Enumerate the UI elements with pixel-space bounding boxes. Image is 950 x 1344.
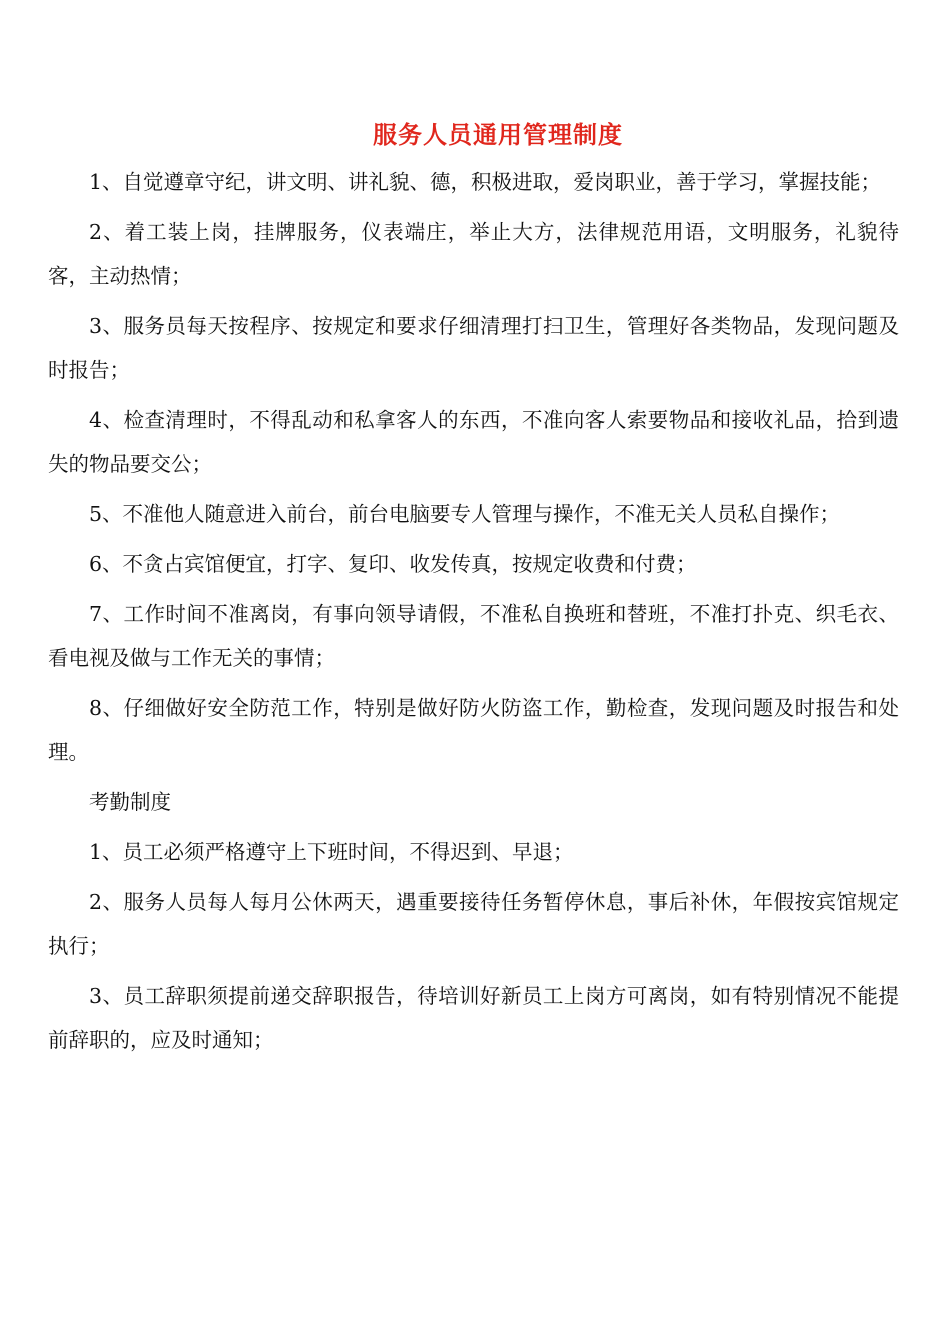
rule-paragraph: 7、工作时间不准离岗，有事向领导请假，不准私自换班和替班，不准打扑克、织毛衣、看电视及做与工作无关的事情； xyxy=(48,602,899,670)
rule-paragraph: 5、不准他人随意进入前台，前台电脑要专人管理与操作，不准无关人员私自操作； xyxy=(89,502,841,526)
document-body xyxy=(48,160,899,1068)
rule-paragraph: 1、自觉遵章守纪，讲文明、讲礼貌、德，积极进取，爱岗职业，善于学习，掌握技能； xyxy=(89,170,882,194)
attendance-paragraph: 3、员工辞职须提前递交辞职报告，待培训好新员工上岗方可离岗，如有特别情况不能提前辞职的，应及时通知； xyxy=(48,984,899,1052)
rule-paragraph: 6、不贪占宾馆便宜，打字、复印、收发传真，按规定收费和付费； xyxy=(89,552,697,576)
attendance-paragraph: 1、员工必须严格遵守上下班时间，不得迟到、早退； xyxy=(89,840,574,864)
attendance-section-heading: 考勤制度 xyxy=(89,790,171,814)
rule-paragraph: 4、检查清理时，不得乱动和私拿客人的东西，不准向客人索要物品和接收礼品，拾到遗失的物品要交公； xyxy=(48,408,899,476)
rule-paragraph: 2、着工装上岗，挂牌服务，仪表端庄，举止大方，法律规范用语，文明服务，礼貌待客，主动热情； xyxy=(48,220,899,288)
attendance-paragraph: 2、服务人员每人每月公休两天，遇重要接待任务暂停休息，事后补休，年假按宾馆规定执行； xyxy=(48,890,899,958)
rule-paragraph: 8、仔细做好安全防范工作，特别是做好防火防盗工作，勤检查，发现问题及时报告和处理。 xyxy=(48,696,899,764)
document-title: 服务人员通用管理制度 xyxy=(373,120,623,149)
rule-paragraph: 3、服务员每天按程序、按规定和要求仔细清理打扫卫生，管理好各类物品，发现问题及时报告； xyxy=(48,314,899,382)
